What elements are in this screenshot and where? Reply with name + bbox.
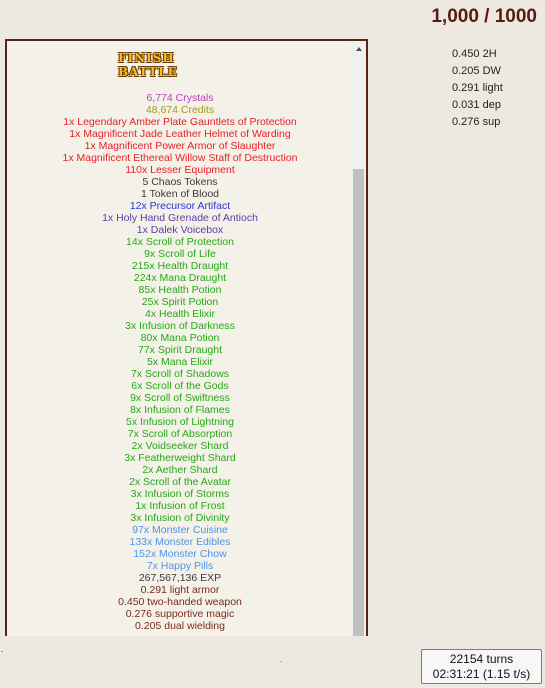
reward-item: 25x Spirit Potion [141, 296, 219, 308]
scrollbar[interactable] [351, 41, 366, 636]
reward-item: 5 Chaos Tokens [142, 176, 218, 188]
reward-item: 3x Infusion of Darkness [125, 320, 235, 332]
reward-item: 133x Monster Edibles [129, 536, 231, 548]
reward-item: 1x Holy Hand Grenade of Antioch [102, 212, 258, 224]
reward-item: 3x Infusion of Divinity [130, 512, 230, 524]
decorative-dot [1, 651, 3, 652]
reward-item: 267,567,136 EXP [138, 572, 222, 584]
elapsed-time: 02:31:21 (1.15 t/s) [432, 667, 531, 681]
battle-log-panel[interactable] [5, 39, 368, 636]
scroll-up-arrow-icon[interactable] [351, 41, 366, 56]
reward-item: 6x Scroll of the Gods [131, 380, 229, 392]
reward-item: 1x Dalek Voicebox [136, 224, 224, 236]
reward-item: 5x Mana Elixir [147, 356, 213, 368]
reward-item: 7x Scroll of Absorption [127, 428, 233, 440]
reward-item: 1x Legendary Amber Plate Gauntlets of Protection [63, 116, 297, 128]
reward-item: 1x Magnificent Power Armor of Slaughter [84, 140, 276, 152]
reward-item: 110x Lesser Equipment [125, 164, 235, 176]
reward-item: 97x Monster Cuisine [132, 524, 228, 536]
progress-counter: 1,000 / 1000 [431, 6, 537, 27]
reward-item: 2x Voidseeker Shard [131, 440, 229, 452]
reward-item: 2x Aether Shard [142, 464, 218, 476]
reward-item: 80x Mana Potion [140, 332, 220, 344]
scroll-thumb[interactable] [353, 169, 364, 636]
reward-item: 224x Mana Draught [133, 272, 227, 284]
reward-item: 85x Health Potion [138, 284, 222, 296]
reward-item: 9x Scroll of Life [144, 248, 216, 260]
stat-light: 0.291 light [452, 82, 503, 94]
reward-item: 1x Magnificent Jade Leather Helmet of Warding [69, 128, 291, 140]
stat-dw: 0.205 DW [452, 65, 501, 77]
turns-box [421, 649, 542, 684]
rewards-list [7, 92, 353, 632]
reward-item: 6,774 Crystals [146, 92, 214, 104]
reward-item: 4x Health Elixir [144, 308, 216, 320]
reward-item: 215x Health Draught [131, 260, 229, 272]
finish-battle-button[interactable] [118, 51, 236, 79]
reward-item: 7x Happy Pills [146, 560, 214, 572]
battle-log-content [7, 41, 353, 636]
reward-item: 1 Token of Blood [140, 188, 220, 200]
reward-item: 5x Infusion of Lightning [126, 416, 234, 428]
reward-item: 8x Infusion of Flames [130, 404, 230, 416]
stat-sup: 0.276 sup [452, 116, 501, 128]
reward-item: 0.450 two-handed weapon [118, 596, 242, 608]
turn-count: 22154 turns [449, 652, 514, 666]
stat-2h: 0.450 2H [452, 48, 497, 60]
reward-item: 1x Magnificent Ethereal Willow Staff of Destruction [62, 152, 298, 164]
decorative-dot [280, 661, 282, 662]
finish-battle-label: FINISH BATTLE [118, 51, 178, 79]
reward-item: 9x Scroll of Swiftness [130, 392, 230, 404]
reward-item: 3x Infusion of Storms [130, 488, 230, 500]
reward-item: 2x Scroll of the Avatar [129, 476, 231, 488]
stat-dep: 0.031 dep [452, 99, 501, 111]
reward-item: 7x Scroll of Shadows [130, 368, 230, 380]
reward-item: 1x Infusion of Frost [135, 500, 225, 512]
reward-item: 48,674 Credits [145, 104, 215, 116]
reward-item: 77x Spirit Draught [137, 344, 223, 356]
proficiency-stats [452, 46, 503, 131]
reward-item: 0.205 dual wielding [135, 620, 225, 632]
reward-item: 0.291 light armor [140, 584, 220, 596]
reward-item: 12x Precursor Artifact [129, 200, 231, 212]
reward-item: 14x Scroll of Protection [126, 236, 234, 248]
reward-item: 0.276 supportive magic [125, 608, 235, 620]
reward-item: 152x Monster Chow [133, 548, 227, 560]
reward-item: 3x Featherweight Shard [124, 452, 236, 464]
